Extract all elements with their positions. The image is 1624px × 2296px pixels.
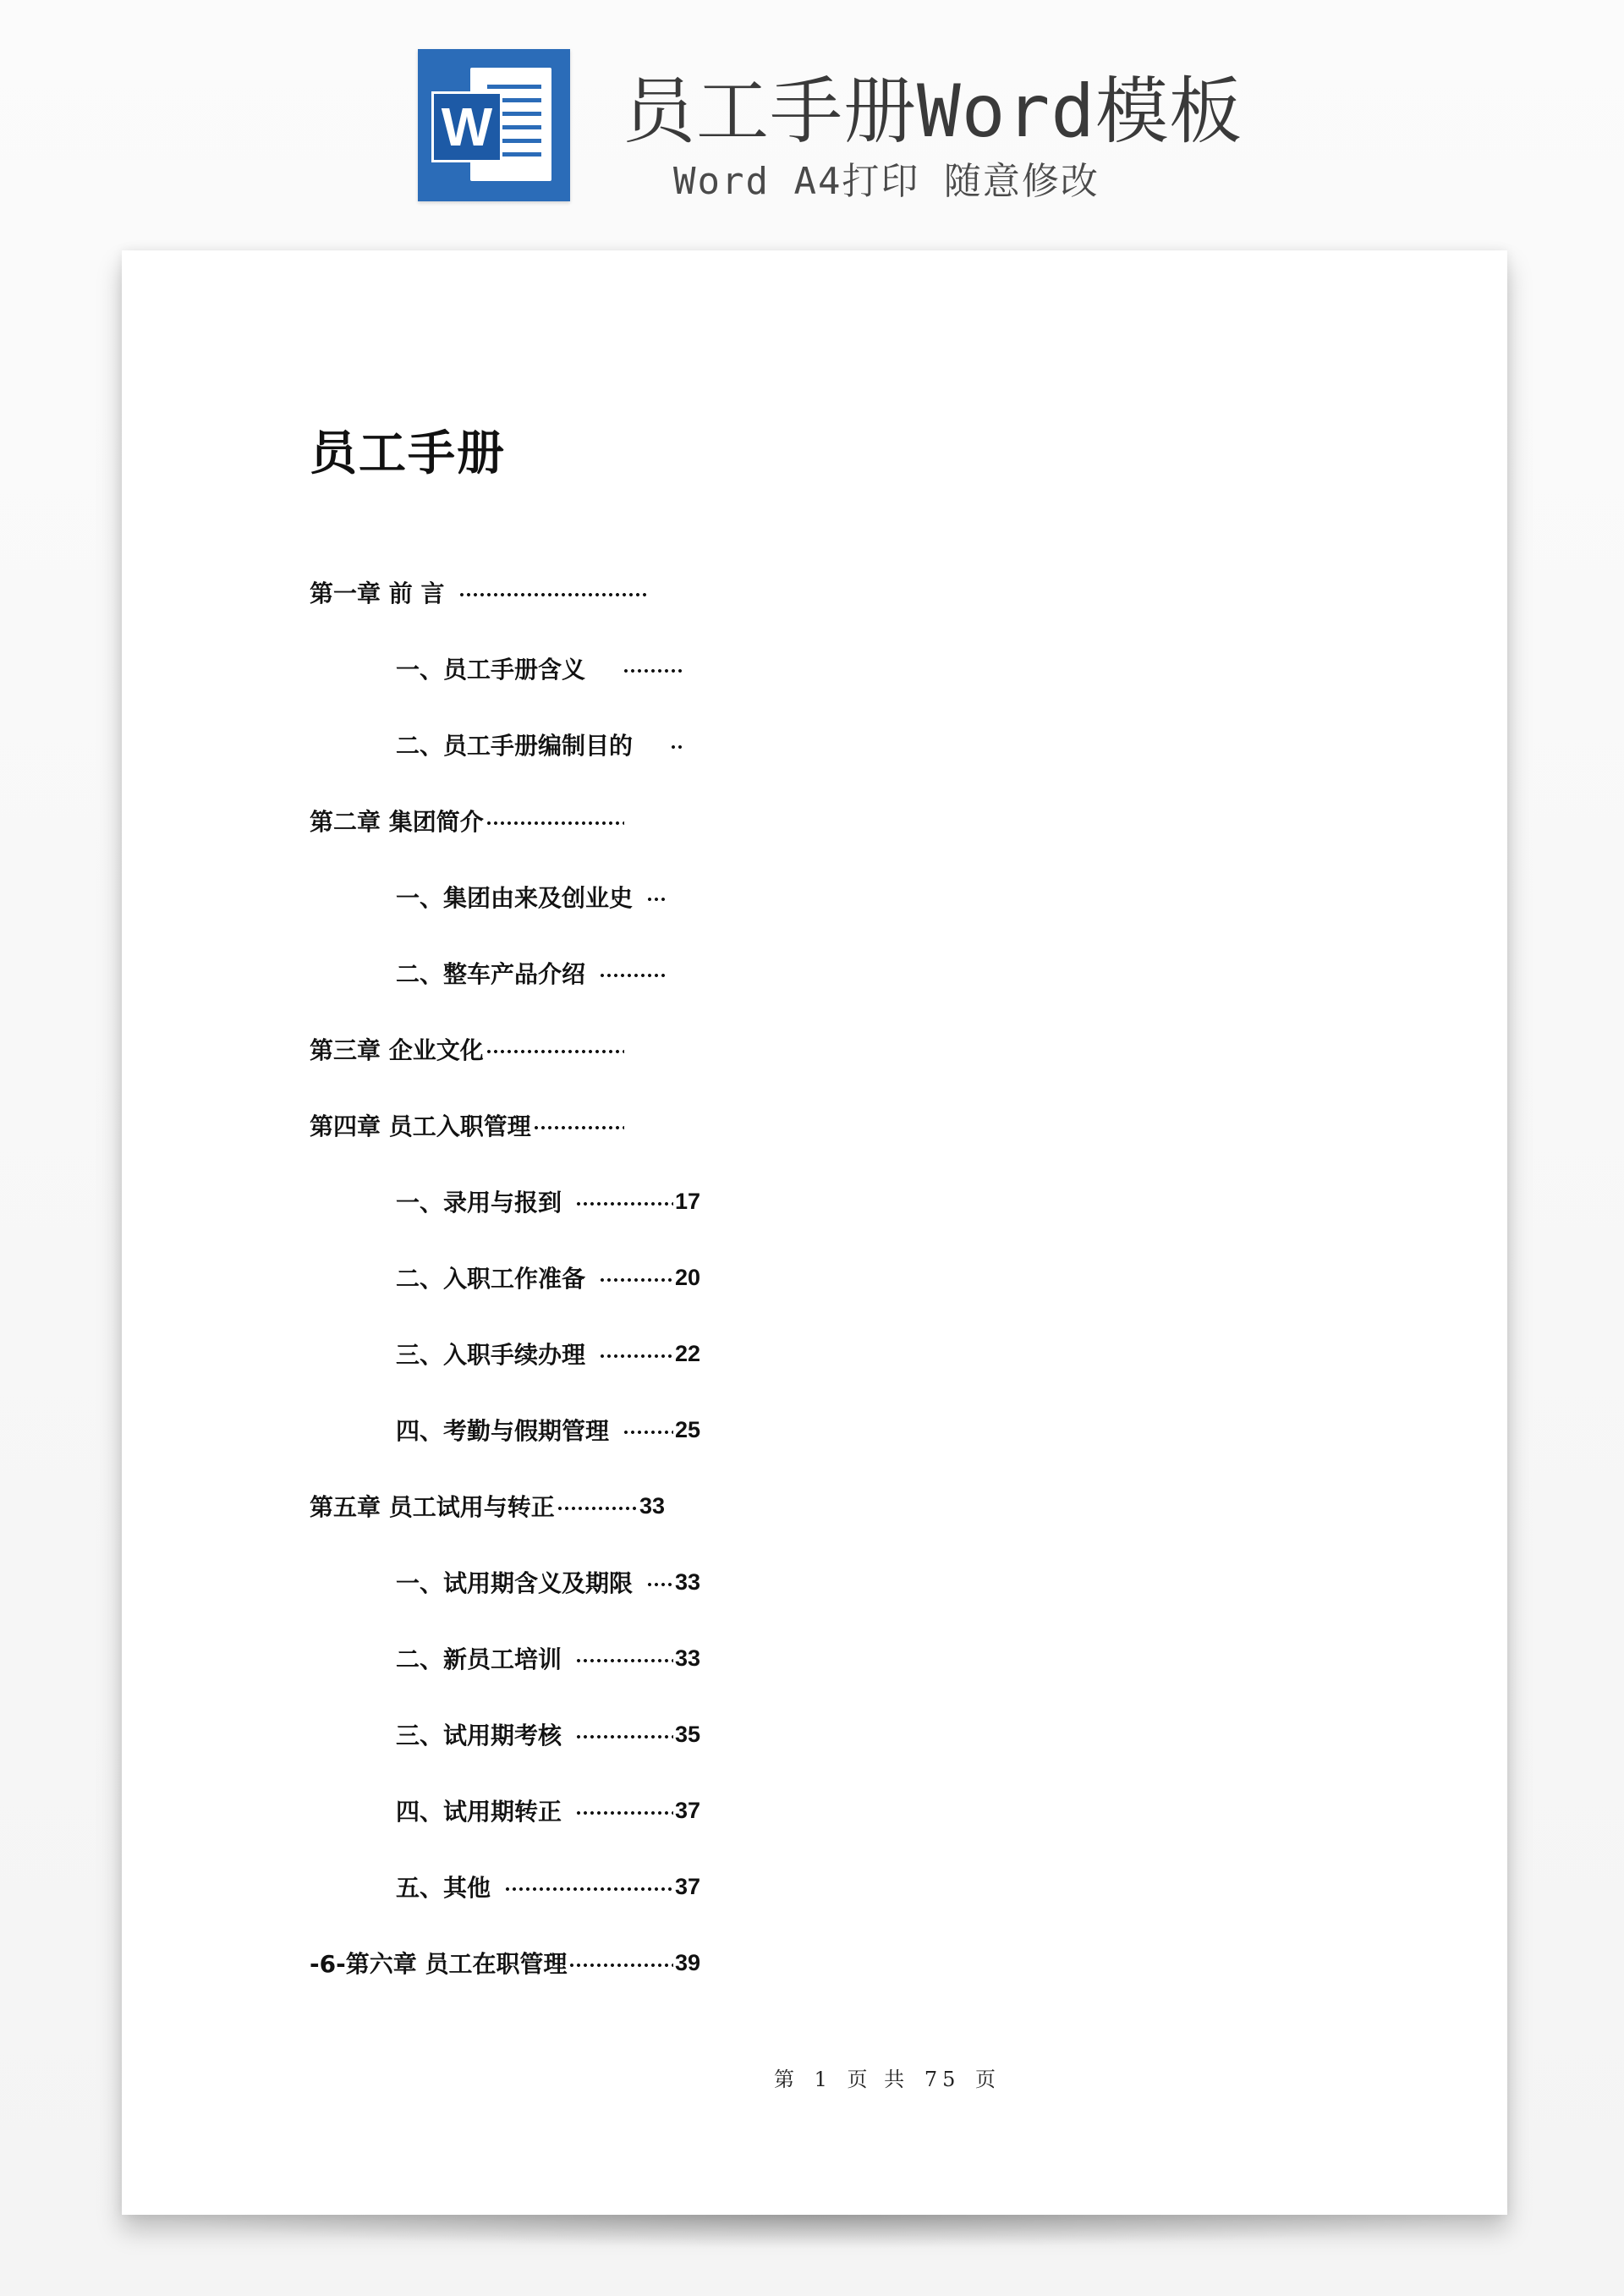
toc-entry-label: 一、试用期含义及期限 [396, 1569, 634, 1597]
word-letter-tile: W [431, 91, 502, 162]
toc-leader-dots [486, 821, 624, 825]
toc-entry[interactable] [396, 650, 683, 687]
toc-entry[interactable] [310, 574, 648, 611]
toc-entry[interactable] [396, 1716, 700, 1753]
toc-leader-dots [575, 1659, 673, 1662]
toc-entry-page: 39 [674, 1949, 700, 1975]
toc-leader-dots [486, 1050, 624, 1053]
word-logo-icon [418, 49, 570, 201]
toc-entry-label: 第二章 集团简介 [310, 808, 484, 836]
toc-leader-dots [623, 669, 682, 673]
toc-entry-label: 第三章 企业文化 [310, 1036, 484, 1064]
toc-entry-page: 37 [674, 1873, 700, 1899]
footer-suffix: 页 [975, 2068, 1001, 2091]
toc-entry[interactable] [396, 1792, 700, 1829]
toc-entry[interactable] [396, 1411, 700, 1448]
toc-leader-dots [504, 1887, 673, 1891]
toc-entry-page: 20 [674, 1264, 700, 1290]
toc-entry[interactable] [310, 1030, 626, 1068]
footer-total-pages: 75 [924, 2068, 961, 2091]
document-page [122, 250, 1507, 2215]
toc-leader-dots [599, 974, 665, 977]
toc-leader-dots [568, 1964, 672, 1967]
toc-entry-page: 25 [674, 1416, 700, 1442]
footer-mid: 页 共 [847, 2068, 910, 2091]
toc-entry[interactable] [396, 1640, 700, 1677]
toc-entry-label: 二、入职工作准备 [396, 1265, 586, 1293]
toc-entry-label: 二、整车产品介绍 [396, 960, 586, 988]
toc-leader-dots [646, 898, 665, 901]
toc-entry-label: 一、录用与报到 [396, 1189, 562, 1217]
banner-subtitle: Word A4打印 随意修改 [673, 160, 1100, 203]
page-footer [267, 2063, 1507, 2092]
toc-entry[interactable] [310, 1107, 626, 1144]
toc-entry[interactable] [310, 1944, 700, 1981]
toc-entry-page: 22 [674, 1340, 700, 1366]
toc-entry-page: 37 [674, 1797, 700, 1823]
toc-entry-label: -6-第六章 员工在职管理 [310, 1950, 568, 1978]
header-banner [0, 0, 1624, 220]
toc-entry-label: 四、试用期转正 [396, 1798, 562, 1826]
toc-leader-dots [575, 1202, 673, 1206]
toc-entry-label: 三、入职手续办理 [396, 1341, 586, 1369]
toc-entry-label: 三、试用期考核 [396, 1722, 562, 1749]
toc-entry[interactable] [396, 1183, 700, 1220]
footer-current-page: 1 [814, 2068, 832, 2091]
toc-entry-page: 33 [674, 1568, 700, 1595]
toc-entry-label: 一、集团由来及创业史 [396, 884, 634, 912]
toc-entry-label: 第四章 员工入职管理 [310, 1112, 531, 1140]
toc-entry[interactable] [396, 1563, 700, 1601]
toc-entry-page: 17 [674, 1188, 700, 1214]
toc-entry-page: 35 [674, 1721, 700, 1747]
banner-title: 员工手册Word模板 [623, 69, 1243, 154]
toc-entry-label: 四、考勤与假期管理 [396, 1417, 610, 1445]
toc-entry[interactable] [396, 726, 683, 763]
toc-leader-dots [458, 593, 647, 596]
toc-leader-dots [623, 1431, 673, 1434]
toc-leader-dots [557, 1507, 638, 1510]
toc-entry-page: 33 [639, 1492, 665, 1519]
toc-entry[interactable] [396, 878, 667, 915]
page-shadow [144, 2215, 1489, 2249]
footer-prefix: 第 [773, 2068, 799, 2091]
toc-leader-dots [670, 745, 682, 749]
toc-leader-dots [533, 1126, 624, 1129]
toc-entry-label: 一、员工手册含义 [396, 656, 586, 684]
toc-leader-dots [575, 1811, 673, 1815]
toc-entry-label: 第一章 前 言 [310, 579, 445, 607]
toc-entry-label: 二、新员工培训 [396, 1645, 562, 1673]
toc-entry-page: 33 [674, 1645, 700, 1671]
toc-entry[interactable] [396, 1335, 700, 1372]
toc-leader-dots [575, 1735, 673, 1738]
toc-entry-label: 五、其他 [396, 1874, 491, 1902]
toc-leader-dots [599, 1278, 673, 1282]
toc-entry[interactable] [310, 802, 626, 839]
toc-leader-dots [646, 1583, 673, 1586]
toc-entry-label: 二、员工手册编制目的 [396, 732, 634, 760]
document-title: 员工手册 [310, 426, 506, 481]
toc-entry[interactable] [396, 1259, 700, 1296]
toc-entry-label: 第五章 员工试用与转正 [310, 1493, 555, 1521]
toc-entry[interactable] [396, 954, 667, 991]
toc-entry[interactable] [396, 1868, 700, 1905]
toc-leader-dots [599, 1354, 673, 1358]
toc-entry[interactable] [310, 1487, 665, 1524]
